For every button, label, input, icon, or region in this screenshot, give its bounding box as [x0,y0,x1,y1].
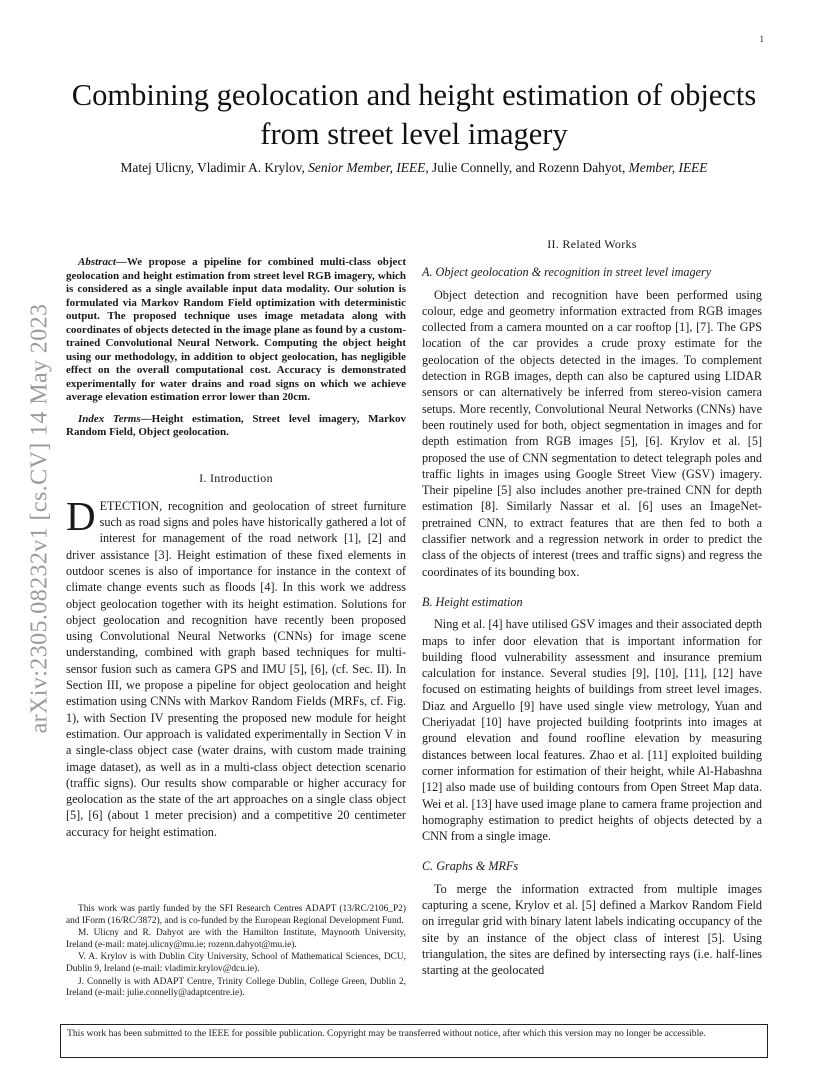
index-terms-text: —Height estimation, Street level imagery, Markov Random Field, Object geolocation. [66,412,407,438]
abstract-text: —We propose a pipeline for combined multi-class object geolocation and height estimation from street level RGB imagery, which is considered as a single available input data modality. Our solution is formulated via Markov Random Field optimization with deterministic output. The proposed technique uses image metadata along with coordinates of objects detected in the image plane as found by a custom-trained Convolutional Neural Network. Computing the object height using our methodology, in addition to object geolocation, has negligible effect on the overall computational cost. Accuracy is demonstrated experimentally for water drains and road signs on which we achieve average elevation estimation error lower than 20cm. [66,256,406,403]
authors-part-1: Matej Ulicny, Vladimir A. Krylov, [120,160,309,175]
index-terms-label: Index Terms [78,412,141,425]
arxiv-identifier-stamp [24,278,56,758]
subsection-text-geolocation: Object detection and recognition have been performed using colour, edge and geometry information extracted from RGB images collected from a camera mounted on a car rooftop [1], [7]. The GPS location of the car provides a crude proxy estimate for the geolocation of the objects detected in the images. To complement detection in RGB images, depth can also be captured using LIDAR sensors or can alternatively be inferred from stereo-vision camera setups. More recently, Convolutional Neural Networks (CNNs) have been routinely used for both, object segmentation in images and for depth estimation from RGB images [5], [6]. Krylov et al. [5] proposed the use of CNN segmentation to detect telegraph poles and traffic lights in images using Google Street View (GSV) imagery. Their pipeline [5] also includes another pre-trained CNN for depth estimation [8]. Similarly Nassar et al. [6] uses an ImageNet-pretrained CNN, to extract features that are then fed to both a classifier network and a regression network in order to predict the class of the objects of interest (trees and traffic signs) and regress the coordinates of its bounding box. [422,287,762,579]
footnote-funding: This work was partly funded by the SFI Research Centres ADAPT (13/RC/2106_P2) and IForm (16/RC/3872), and is co-funded by the European Regional Development Fund. [66,904,406,926]
subsection-heading-height: B. Height estimation [422,594,523,609]
paper-title: Combining geolocation and height estimation of objects from street level imagery [71,78,757,151]
author-list [60,160,768,176]
ieee-submission-notice: This work has been submitted to the IEEE for possible publication. Copyright may be transferred without notice, after which this version may no longer be accessible. [60,1024,768,1058]
footnote-affiliation-maynooth: M. Ulicny and R. Dahyot are with the Hamilton Institute, Maynooth University, Ireland (e-mail: matej.ulicny@mu.ie; rozenn.dahyot@mu.ie). [66,928,406,950]
right-column [422,236,762,978]
abstract-label: Abstract [78,256,116,268]
dropcap-letter: D [66,492,96,539]
footnotes [66,904,406,1001]
subsection-heading-geolocation: A. Object geolocation & recognition in street level imagery [422,265,712,280]
arxiv-identifier-text: arXiv:2305.08232v1 [cs.CV] 14 May 2023 [26,303,53,733]
author-affiliation-2: Member, IEEE [628,160,708,175]
introduction-paragraph [66,492,406,840]
page-number: 1 [759,34,764,44]
footnote-affiliation-dcu: V. A. Krylov is with Dublin City University, School of Mathematical Sciences, DCU, Dublin 9, Ireland (e-mail: vladimir.krylov@dcu.ie). [66,952,406,974]
index-terms [66,413,406,440]
left-column [66,236,406,840]
introduction-text: ETECTION, recognition and geolocation of street furniture such as road signs and poles have historically gathered a lot of interest for management of the road network [1], [2] and driver assistance [3]. Height estimation of these fixed elements in outdoor scenes is also of importance for instance in the context of climate change events such as floods [4]. In this work we address object geolocation together with its height estimation. Solutions for object geolocation and recognition have recently been proposed using Convolutional Neural Networks (CNNs) for image scene understanding, combined with graph based techniques for multi-sensor fusion such as camera GPS and IMU [5], [6], (cf. Sec. II). In Section III, we propose a pipeline for object geolocation and height estimation using CNNs with Markov Random Fields (MRFs, cf. Fig. 1), with Section IV presenting the proposed new module for height estimation. Our approach is validated experimentally in Section V in a single-class object case (water drains, with custom made training image dataset), as well as in a multi-class object detection scenario (traffic signs). Our results show comparable or higher accuracy for geolocation as the state of the art approaches on a single class object [5], [6] (about 1 meter precision) and a competitive 20 centimeter accuracy for height estimation. [66,498,406,839]
authors-part-2: , Julie Connelly, and Rozenn Dahyot, [425,160,629,175]
introduction-heading: I. Introduction [199,470,273,485]
footnote-affiliation-tcd: J. Connelly is with ADAPT Centre, Trinity College Dublin, College Green, Dublin 2, Ireland (e-mail: julie.connelly@adaptcentre.ie). [66,976,406,999]
subsection-text-height: Ning et al. [4] have utilised GSV images and their associated depth maps to infer door elevation that is important information for building flood vulnerability assessment and insurance premium calculation for instance. Several studies [9], [10], [11], [12] have focused on estimating heights of buildings from street level images. Diaz and Arguello [9] have used single view metrology, Yuan and Cheriyadat [10] have projected building footprints into images at ground elevation and found roofline elevation by measuring distances between local features. Zhao et al. [11] exploited building corner information for estimation of their height, while Al-Habashna [12] also made use of building contours from Open Street Map data. Wei et al. [13] have used image plane to camera frame projection and homography estimation to predict heights of objects detected by a CNN from a single image. [422,617,762,844]
subsection-heading-graphs: C. Graphs & MRFs [422,859,519,874]
related-works-heading: II. Related Works [547,237,637,251]
subsection-text-graphs: To merge the information extracted from multiple images capturing a scene, Krylov et al. [5] defined a Markov Random Field on irregular grid with binary latent labels indicating occupancy of the site by an instance of the object class of interest [5]. Using triangulation, the sites are defined by intersecting rays (i.e. half-lines starting at the geolocated [422,881,762,978]
abstract [66,236,406,405]
author-affiliation-1: Senior Member, IEEE [308,160,426,175]
